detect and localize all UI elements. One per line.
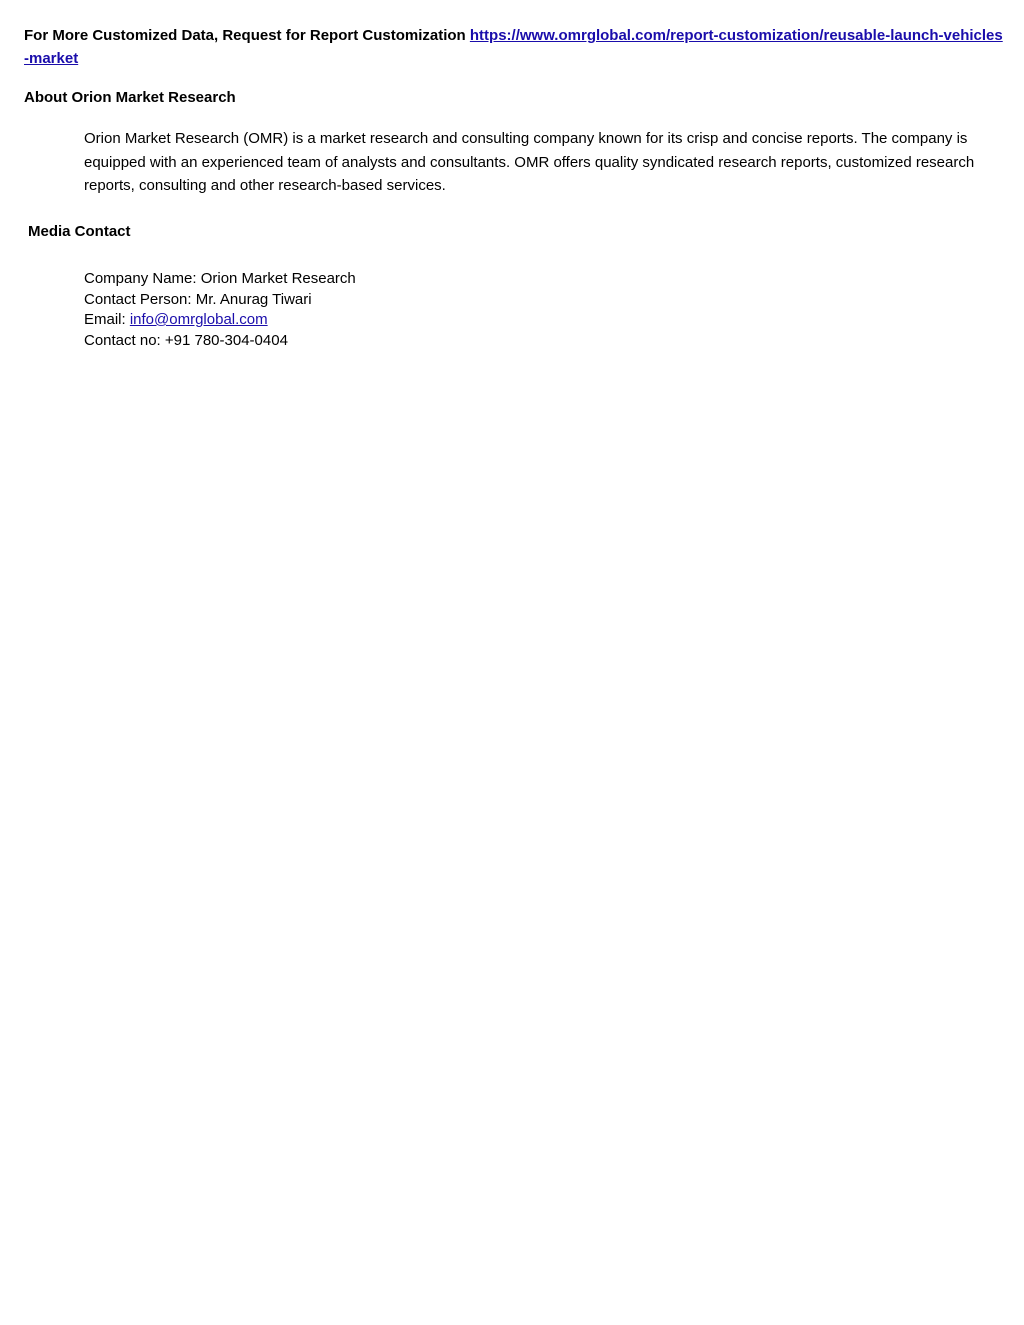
customization-link[interactable]: https://www.omrglobal.com/report-customization/reusable-launch-vehicles-market bbox=[24, 27, 1003, 67]
media-contact-heading: Media Contact bbox=[28, 223, 131, 240]
email-label: Email: bbox=[84, 311, 130, 328]
contact-number: Contact no: +91 780-304-0404 bbox=[84, 331, 288, 349]
customization-lead-text: For More Customized Data, Request for Report Customization bbox=[24, 27, 466, 44]
email-line bbox=[84, 310, 356, 331]
about-heading: About Orion Market Research bbox=[24, 89, 236, 106]
email-link[interactable]: info@omrglobal.com bbox=[129, 311, 268, 328]
about-paragraph: Orion Market Research (OMR) is a market research and consulting company known for its crisp and concise reports. The company is equipped with an experienced team of analysts and consultants. OMR offers quality syndicated research reports, customized research reports, consulting and other research-based services. bbox=[84, 130, 975, 194]
company-name: Company Name: Orion Market Research bbox=[84, 270, 356, 287]
contact-person: Contact Person: Mr. Anurag Tiwari bbox=[84, 290, 312, 308]
media-contact-details bbox=[84, 269, 356, 351]
customization-request-line bbox=[24, 24, 1004, 70]
